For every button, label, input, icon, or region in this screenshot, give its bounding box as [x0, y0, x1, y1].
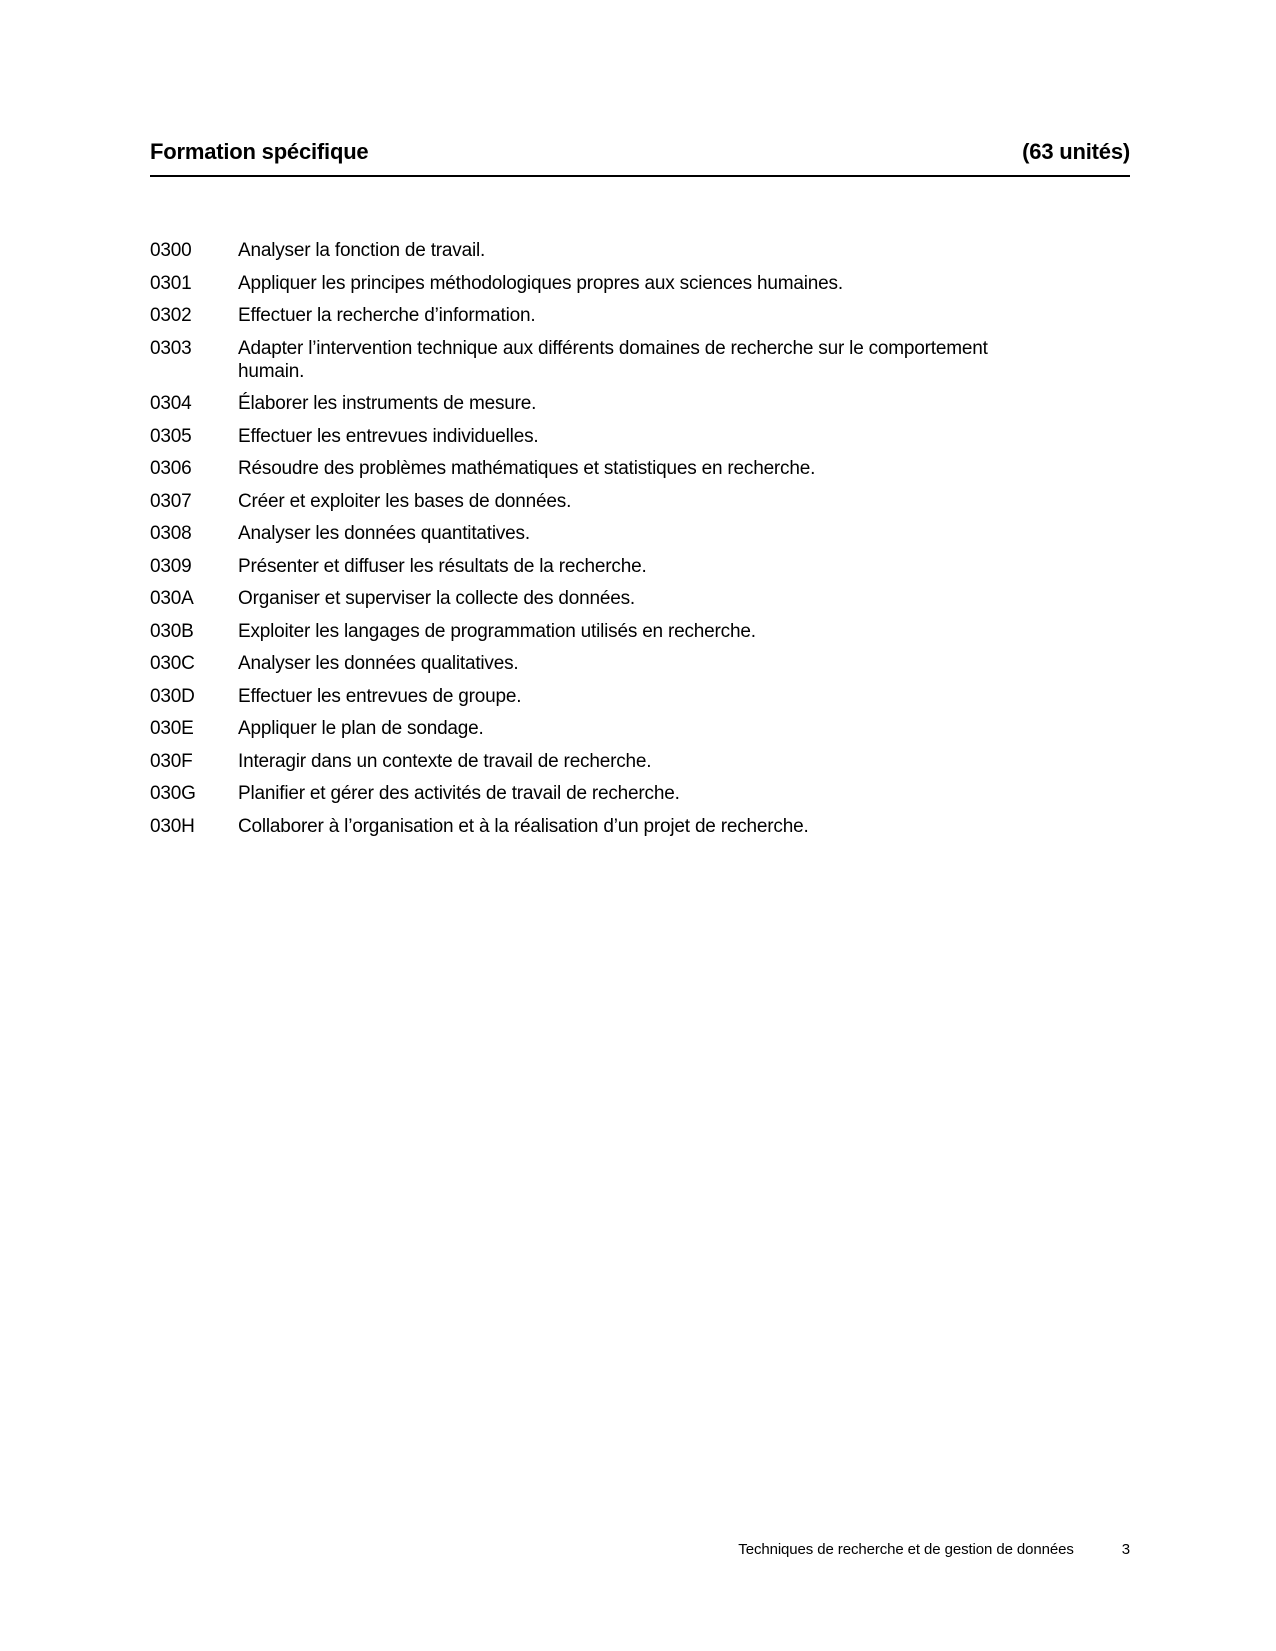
competency-label: Exploiter les langages de programmation utilisés en recherche. — [238, 620, 756, 642]
competency-label: Créer et exploiter les bases de données. — [238, 490, 572, 512]
competency-row — [150, 717, 1130, 740]
competency-code: 0307 — [150, 490, 192, 512]
competency-list — [150, 239, 1130, 847]
competency-code: 030H — [150, 815, 195, 837]
competency-code: 030G — [150, 783, 196, 804]
competency-code: 0302 — [150, 305, 192, 326]
competency-code: 030C — [150, 653, 195, 674]
competency-label: Adapter l’intervention technique aux différents domaines de recherche sur le comportement humain. — [238, 337, 988, 382]
page-header — [150, 139, 1130, 177]
competency-row — [150, 272, 1130, 295]
competency-code: 030A — [150, 588, 194, 609]
footer-page-number: 3 — [1121, 1541, 1130, 1558]
competency-row — [150, 425, 1130, 448]
competency-label: Résoudre des problèmes mathématiques et statistiques en recherche. — [238, 458, 816, 479]
competency-label: Collaborer à l’organisation et à la réalisation d’un projet de recherche. — [238, 815, 809, 837]
competency-label: Élaborer les instruments de mesure. — [238, 393, 537, 414]
competency-row — [150, 685, 1130, 708]
competency-code: 0301 — [150, 272, 192, 294]
competency-label: Appliquer le plan de sondage. — [238, 718, 484, 739]
competency-code: 030E — [150, 718, 194, 739]
competency-label: Effectuer la recherche d’information. — [238, 305, 536, 326]
competency-code: 0305 — [150, 425, 192, 447]
competency-code: 0309 — [150, 555, 192, 577]
competency-label: Analyser les données quantitatives. — [238, 523, 530, 544]
competency-row — [150, 457, 1130, 480]
competency-row — [150, 522, 1130, 545]
competency-label: Organiser et superviser la collecte des données. — [238, 588, 636, 609]
competency-label: Analyser la fonction de travail. — [238, 240, 486, 261]
footer-doc-title: Techniques de recherche et de gestion de données — [738, 1541, 1074, 1558]
competency-code: 030F — [150, 750, 193, 772]
competency-row — [150, 587, 1130, 610]
competency-label: Analyser les données qualitatives. — [238, 653, 519, 674]
competency-row — [150, 239, 1130, 262]
competency-row — [150, 620, 1130, 643]
competency-code: 0306 — [150, 458, 192, 479]
competency-code: 0300 — [150, 240, 192, 261]
competency-code: 0304 — [150, 393, 192, 414]
competency-row — [150, 750, 1130, 773]
competency-row — [150, 337, 1130, 383]
competency-label: Effectuer les entrevues de groupe. — [238, 685, 522, 707]
competency-code: 0308 — [150, 523, 192, 544]
competency-row — [150, 815, 1130, 838]
competency-code: 030D — [150, 685, 195, 707]
competency-row — [150, 490, 1130, 513]
header-title: Formation spécifique — [150, 139, 369, 164]
header-units: (63 unités) — [1022, 139, 1130, 164]
competency-row — [150, 555, 1130, 578]
competency-row — [150, 652, 1130, 675]
competency-row — [150, 392, 1130, 415]
competency-row — [150, 782, 1130, 805]
competency-label: Planifier et gérer des activités de travail de recherche. — [238, 783, 680, 804]
competency-label: Effectuer les entrevues individuelles. — [238, 425, 539, 447]
competency-label: Interagir dans un contexte de travail de recherche. — [238, 750, 652, 772]
competency-row — [150, 304, 1130, 327]
page-footer — [738, 1541, 1130, 1559]
competency-code: 030B — [150, 620, 194, 642]
competency-code: 0303 — [150, 337, 192, 359]
competency-label: Appliquer les principes méthodologiques propres aux sciences humaines. — [238, 272, 843, 294]
competency-label: Présenter et diffuser les résultats de la recherche. — [238, 555, 647, 577]
